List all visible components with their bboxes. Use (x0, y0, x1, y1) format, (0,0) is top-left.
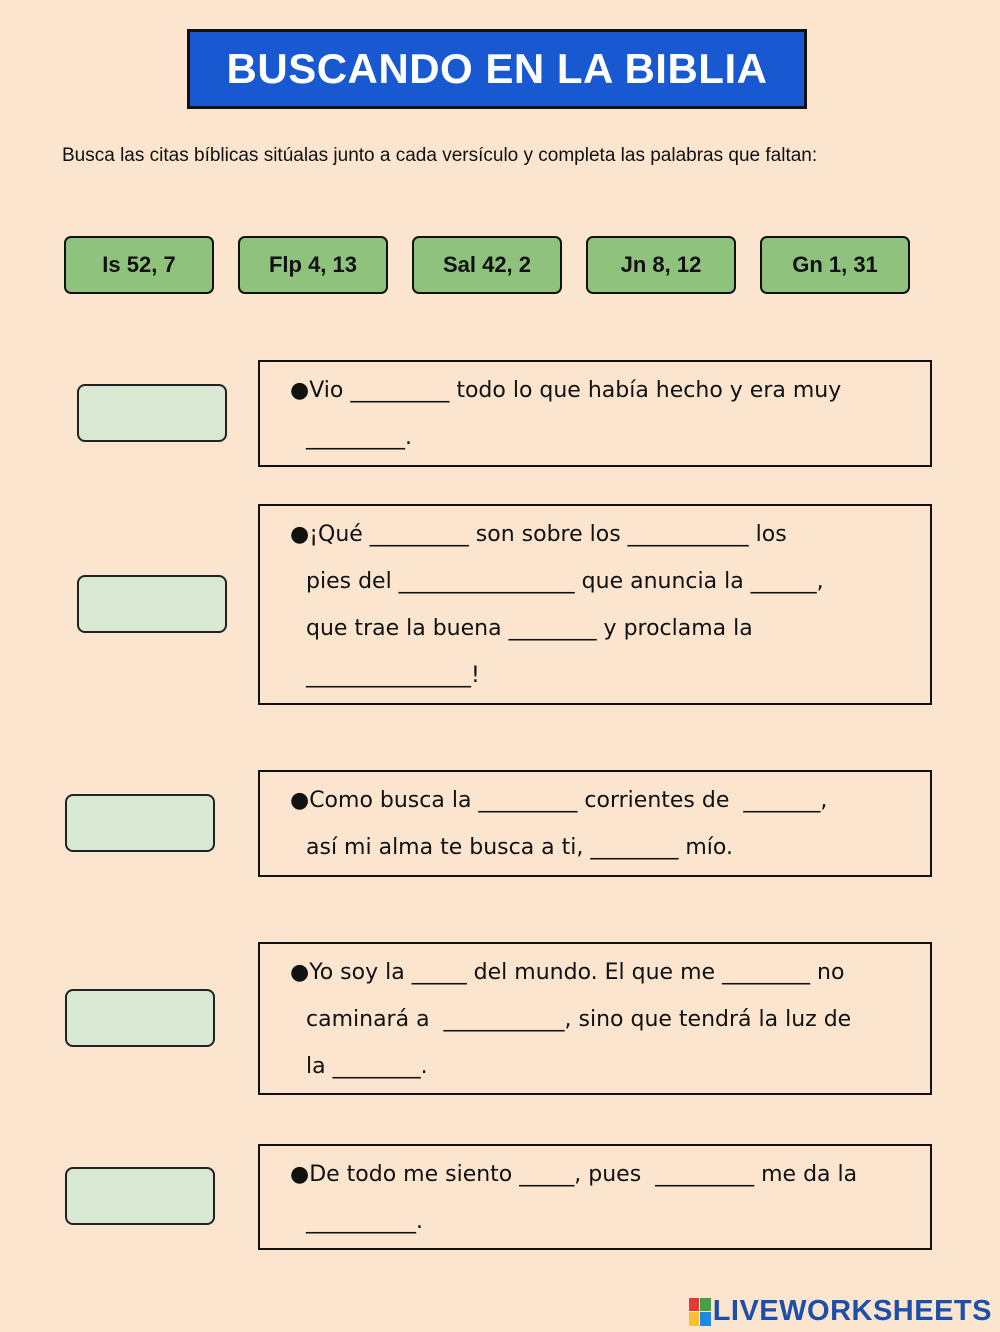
drop-zone-verse-3[interactable] (65, 794, 215, 852)
reference-chip-jn-8-12[interactable]: Jn 8, 12 (586, 236, 736, 294)
verse-line: ●Como busca la _________ corrientes de _______, (290, 788, 828, 813)
logo-square (689, 1312, 700, 1326)
liveworksheets-logo-icon (689, 1298, 711, 1326)
verse-line: que trae la buena ________ y proclama la (306, 616, 753, 641)
drop-zone-verse-1[interactable] (77, 384, 227, 442)
reference-chip-flp-4-13[interactable]: Flp 4, 13 (238, 236, 388, 294)
drop-zone-verse-4[interactable] (65, 989, 215, 1047)
verse-line: la ________. (306, 1054, 428, 1079)
reference-chip-gn-1-31[interactable]: Gn 1, 31 (760, 236, 910, 294)
verse-line: así mi alma te busca a ti, ________ mío. (306, 835, 733, 860)
verse-line: pies del ________________ que anuncia la ______, (306, 569, 824, 594)
reference-chip-is-52-7[interactable]: Is 52, 7 (64, 236, 214, 294)
logo-square (700, 1312, 711, 1326)
liveworksheets-logo (689, 1295, 992, 1328)
verse-line: ●Yo soy la _____ del mundo. El que me ________ no (290, 960, 845, 985)
drop-zone-verse-5[interactable] (65, 1167, 215, 1225)
logo-square (689, 1298, 700, 1312)
verse-line: ●¡Qué _________ son sobre los ___________ los (290, 522, 787, 547)
instructions-text: Busca las citas bíblicas sitúalas junto a cada versículo y completa las palabras que faltan: (62, 145, 818, 166)
verse-line: caminará a ___________, sino que tendrá la luz de (306, 1007, 852, 1032)
verse-box-5 (258, 1144, 932, 1250)
verse-line: ●Vio _________ todo lo que había hecho y era muy (290, 378, 842, 403)
verse-line: __________. (306, 1209, 423, 1234)
verse-box-1 (258, 360, 932, 467)
verse-box-3 (258, 770, 932, 877)
logo-square (700, 1298, 711, 1312)
logo-text: LIVEWORKSHEETS (712, 1295, 992, 1327)
drop-zone-verse-2[interactable] (77, 575, 227, 633)
reference-chip-sal-42-2[interactable]: Sal 42, 2 (412, 236, 562, 294)
verse-line: ●De todo me siento _____, pues _________ me da la (290, 1162, 858, 1187)
verse-line: _______________! (306, 663, 480, 688)
verse-box-2 (258, 504, 932, 705)
page-title: BUSCANDO EN LA BIBLIA (187, 29, 807, 109)
verse-box-4 (258, 942, 932, 1095)
verse-line: _________. (306, 425, 412, 450)
